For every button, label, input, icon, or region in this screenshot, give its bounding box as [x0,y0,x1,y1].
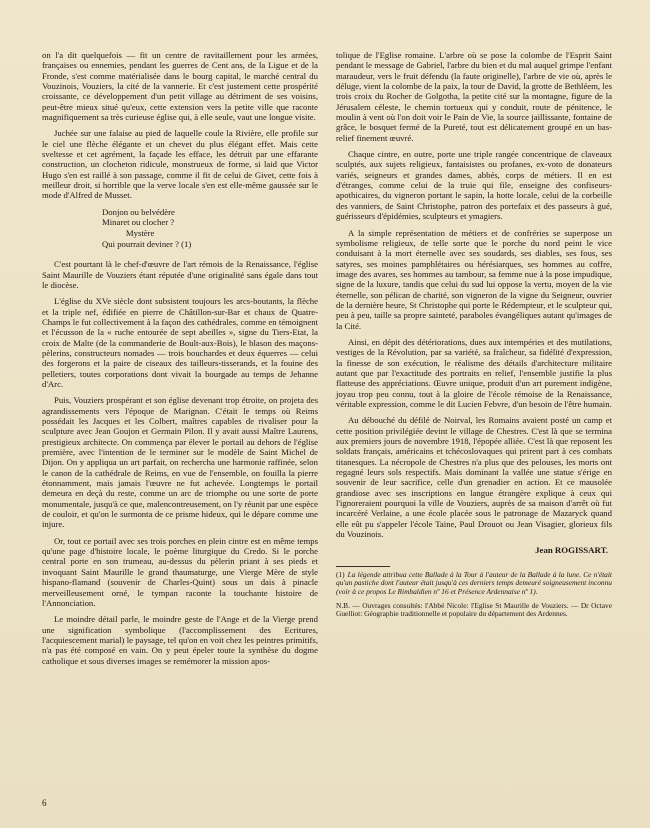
paragraph: Le moindre détail parle, le moindre geste de l'Ange et de la Vierge prend une signification symbolique (l'accomplissement des Ecritures, l'acquiescement marial) le paysage, tel qu'on en voit chez les peintres primitifs, n'a pas été composé en vain. On y peut épeler toute la synthèse du dogme catholique et sous diverses images se remémorer la mission apos- [42,614,318,666]
paragraph: C'est pourtant là le chef-d'œuvre de l'art rémois de la Renaissance, l'église Saint Maurille de Vouziers étant réputée d'une originalité sans égale dans tout le diocèse. [42,259,318,290]
poem-line: Donjon ou belvédère [102,206,175,217]
left-column [42,50,318,672]
page-number: 6 [42,798,47,808]
poem-line: Minaret ou clocher ? [102,217,175,228]
paragraph: A la simple représentation de métiers et de confréries se superpose un symbolisme religieux, de telle sorte que le porche du nord peint le vice conduisant à la mort éternelle avec ses soudards, ses diables, ses fous, ses satyres, ses moines pamphlétaires ou hérésiarques, ses hommes au coffre, image des avares, ses hommes au tambour, sa femme nue à la pose impudique, signe de la luxure, tandis que celui du sud lui oppose la vertu, moyen de la vie éternelle, son pélican de charité, son vigneron de la vigne du Seigneur, ouvrier de la dernière heure, St Christophe qui porte le Rédempteur, et le sculpteur qui, peu à peu, taille sa propre sainteté, paraboles évangéliques autant qu'images de la Cité. [336,227,612,331]
paragraph: Ainsi, en dépit des détériorations, dues aux intempéries et des mutilations, vestiges de la Révolution, par sa variété, sa fraîcheur, sa fidélité d'expression, la finesse de son exécution, le réalisme des détails d'architecture militaire autant que par l'exactitude des portraits en relief, l'ensemble justifie la plus flatteuse des appréciations. Œuvre unique, produit d'un art purement indigène, joyau trop peu connu, tout à la gloire de l'école rémoise de la Renaissance, véritable expression, comme le dit Lucien Febvre, d'un besoin de l'être humain. [336,336,612,409]
paragraph: Chaque cintre, en outre, porte une triple rangée concentrique de claveaux sculptés, aux sujets religieux, fantaisistes ou profanes, ex-voto de donateurs variés, seigneurs et grandes dames, abbés, corps de métiers. Il en est d'étranges, comme celui de la truie qui file, enseigne des confiseurs-apothicaires, du vigneron portant le sapin, la hotte locale, celui de la corbeille des vanniers, de Saint Christophe, patron des portefaix et des passeurs à gué, guérisseurs d'épidémies, sculpteurs et ymagiers. [336,149,612,222]
author-signature: Jean ROGISSART. [535,545,608,556]
footnote-number: (1) [336,569,345,579]
paragraph: Puis, Vouziers prospérant et son église devenant trop étroite, on projeta des agrandissements vers l'époque de Marignan. C'était le temps où Reims possédait les Jacques et les Colbert, maîtres capables de rivaliser pour la sculpture avec Jean Goujon et Germain Pilon. Il y avait aussi Maître Laurens, prestigieux architecte. On commença par élever le portail au dehors de l'église première, avec l'intention de le terminer sur le modèle de Saint Michel de Dijon. On y appliqua un art parfait, on rechercha une harmonie raffinée, selon le canon de la cathédrale de Reims, en vue de l'ensemble, on fouilla la pierre étonnamment, mais jamais l'œuvre ne fut achevée. Longtemps le portail demeura en deçà du reste, comme un arc de triomphe ou une sorte de porte monumentale, jusqu'à ce que, malencontreusement, on l'y réunit par une espèce de couloir, et qu'on le surmonta de ce prisme hideux, qui le dépare comme une injure. [42,395,318,530]
sources-note: N.B. — Ouvrages consultés: l'Abbé Nicole: l'Eglise St Maurille de Vouziers. — Dr Octave Guelliot: Géographie traditionnelle et populaire du département des Ardennes. [336,600,612,619]
paragraph: on l'a dit quelquefois — fit un centre de ravitaillement pour les armées, françaises ou ennemies, pendant les guerres de Cent ans, de la Ligue et de la Fronde, s'est comme matérialisée dans le bourg capital, le marché central du Vouzinois, Vouziers, la cité de la vannerie. Et c'est justement cette prospérité croissante, ce développement d'un petit village au détriment de ses voisins, peut-être mieux situé qu'eux, cette extension vers la petite ville que raconte magnifiquement sa très curieuse église qui, à elle seule, vaut une longue visite. [42,50,318,123]
poem-line: Qui pourrait deviner ? (1) [102,238,192,249]
footnote [336,571,612,597]
poem-line: Mystère [102,228,155,238]
paragraph: tolique de l'Eglise romaine. L'arbre où se pose la colombe de l'Esprit Saint pendant le message de Gabriel, l'arbre du bien et du mal auquel grimpe l'enfant maraudeur, vers le fruit défendu (la faute originelle), l'arbre de vie où, après le déluge, vient la colombe de la paix, la tour de David, la grotte de Bethléem, les trois croix du Rocher de Golgotha, la petite cité sur la montagne, figure de la Jérusalem céleste, le chemin tortueux qui y conduit, route de pénitence, le moulin à vent où l'on doit voir le Pain de Vie, la source jaillissante, fontaine de grâce, le bosquet fermé de la Pureté, tout est délicatement groupé en un bas-relief finement œuvré. [336,50,612,143]
paragraph: L'église du XVe siècle dont subsistent toujours les arcs-boutants, la flèche et la triple nef, édifiée en pierre de Châtillon-sur-Bar et chaux de Quatre-Champs le fut collectivement à la façon des cathédrales, comme en témoignent et l'écusson de la « ruche entourée de sept abeilles », signe du Tiers-Etat, la croix de Malte (de la commanderie de Boult-aux-Bois), le blason des maçons-pèlerins, constructeurs nomades — trois bouchardes et deux équerres — celui des forgerons et la paire de ciseaux des tailleurs-tisserands, et la fouine des pelletiers, toutes corporations dont vivait la bourgade au temps de Jehanne d'Arc. [42,296,318,389]
poem-quote [102,207,318,249]
paragraph: Au débouché du défilé de Noirval, les Romains avaient posté un camp et cette position privilégiée devint le village de Chestres. C'est là que se termina aux premiers jours de novembre 1918, l'épopée alliée. C'est là que reposent les soldats français, américains et tchécoslovaques qui prirent part à ces combats titanesques. La nécropole de Chestres n'a plus que des pelouses, les morts ont regagné leurs sols respectifs. Mais dominant la vallée une statue s'érige en souvenir de leur sacrifice, celle d'un grenadier en action. Et ce mausolée grandiose avec ses inscriptions en langue étrangère explique à ceux qui l'ignoreraient pourquoi la ville de Vouziers, auprès de sa maison d'arrêt où fut incarcéré Verlaine, a une école placée sous le patronage de Mazaryck quand elle eût pu s'appeler l'école Taine, Paul Drouot ou Jean Visagier, glorieux fils du Vouzinois. [336,415,612,540]
right-column [336,50,612,619]
paragraph: Juchée sur une falaise au pied de laquelle coule la Rivière, elle profile sur le ciel une flèche élégante et un chevet du plus élégant effet. Mais cette sveltesse et cet agrément, la façade les efface, les détruit par une effarante construction, un clocheton ridicule, monstrueux de forme, si laid que Victor Hugo s'en est raillé à son passage, comme il fit de celui de Givet, cette fois à meilleur droit, si horrible que la verve locale s'en est elle-même gaussée sur le mode d'Alfred de Musset. [42,128,318,201]
footnote-text: La légende attribua cette Ballade à la Tour à l'auteur de la Ballade à la lune. Ce n'était qu'un pastiche dont l'auteur était jusqu'à ces derniers temps demeuré soigneusement inconnu (voir à ce propos Le Rimbaldien nº 16 et Présence Ardennaise nº 1). [336,569,612,596]
footnote-divider [336,566,390,567]
paragraph: Or, tout ce portail avec ses trois porches en plein cintre est en même temps qu'une page d'histoire locale, le poème liturgique du Credo. Si le porche central porte en son trumeau, au-dessus du pèlerin priant à ses pieds et invoquant Saint Maurille le grand thaumaturge, une Vierge Mère de style hispano-flamand (souvenir de Charles-Quint) sous un dais à pinacle merveilleusement orné, le tympan raconte la touchante histoire de l'Annonciation. [42,535,318,608]
